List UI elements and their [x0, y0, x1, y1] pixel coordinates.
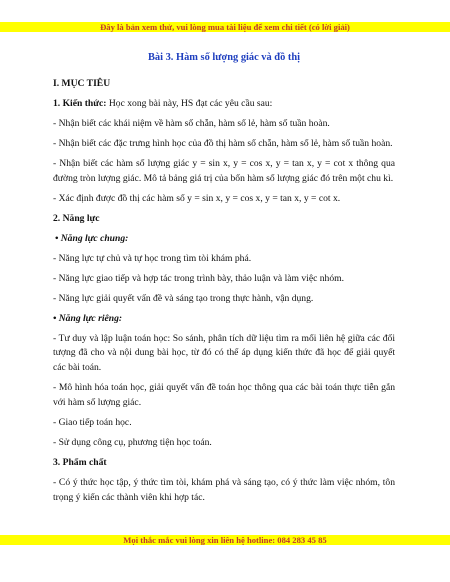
general-competency-item: - Năng lực tự chủ và tự học trong tìm tòi khám phá. [53, 252, 252, 264]
knowledge-item: - Nhận biết các khái niệm về hàm số chẵn, hàm số lẻ, hàm số tuần hoàn. [53, 117, 330, 129]
general-competency-item: - Năng lực giao tiếp và hợp tác trong trình bày, thảo luận và làm việc nhóm. [53, 272, 344, 284]
hotline-text: Mọi thắc mắc vui lòng xin liên hệ hotline: 084 283 45 85 [123, 535, 327, 545]
knowledge-intro-text: Học xong bài này, HS đạt các yêu cầu sau: [106, 97, 273, 109]
specific-competency-item: - Sử dụng công cụ, phương tiện học toán. [53, 436, 212, 448]
section-heading-qualities: 3. Phẩm chất [53, 456, 107, 468]
document-content [53, 52, 395, 511]
knowledge-item: - Nhận biết các đặc trưng hình học của đồ thị hàm số chẵn, hàm số lẻ, hàm số tuần hoàn. [53, 137, 393, 149]
specific-competency-label: • Năng lực riêng: [53, 312, 123, 324]
general-competency-label: • Năng lực chung: [55, 232, 129, 244]
section-heading-competencies: 2. Năng lực [53, 212, 100, 224]
general-competency-item: - Năng lực giải quyết vấn đề và sáng tạo trong thực hành, vận dụng. [53, 292, 314, 304]
preview-notice-text: Đây là bản xem thử, vui lòng mua tài liệu để xem chi tiết (có lời giải) [100, 22, 350, 32]
specific-competency-item: - Mô hình hóa toán học, giải quyết vấn đề toán học thông qua các bài toán thực tiễn gắn với hàm số lượng giác. [53, 382, 395, 408]
knowledge-item: - Nhận biết các hàm số lượng giác y = sin x, y = cos x, y = tan x, y = cot x thông qua đường tròn lượng giác. Mô tả bảng giá trị của bốn hàm số lượng giác đó trên một chu kì. [53, 157, 395, 184]
hotline-banner [0, 535, 450, 545]
preview-notice-banner [0, 22, 450, 32]
specific-competency-item: - Giao tiếp toán học. [53, 416, 132, 428]
knowledge-item: - Xác định được đồ thị các hàm số y = sin x, y = cos x, y = tan x, y = cot x. [53, 192, 341, 204]
lesson-title: Bài 3. Hàm số lượng giác và đồ thị [148, 52, 300, 63]
specific-competency-item: - Tư duy và lập luận toán học: So sánh, phân tích dữ liệu tìm ra mối liên hệ giữa các đối tượng đã cho và nội dung bài học, từ đó có thể áp dụng kiến thức đã học để giải quyết các bài toán. [53, 332, 395, 374]
knowledge-intro-line [53, 97, 395, 112]
quality-item: - Có ý thức học tập, ý thức tìm tòi, khám phá và sáng tạo, có ý thức làm việc nhóm, tôn trọng ý kiến các thành viên khi hợp tác. [53, 476, 395, 503]
section-heading-objectives: I. MỤC TIÊU [53, 78, 111, 89]
knowledge-label: 1. Kiến thức: [53, 97, 107, 109]
